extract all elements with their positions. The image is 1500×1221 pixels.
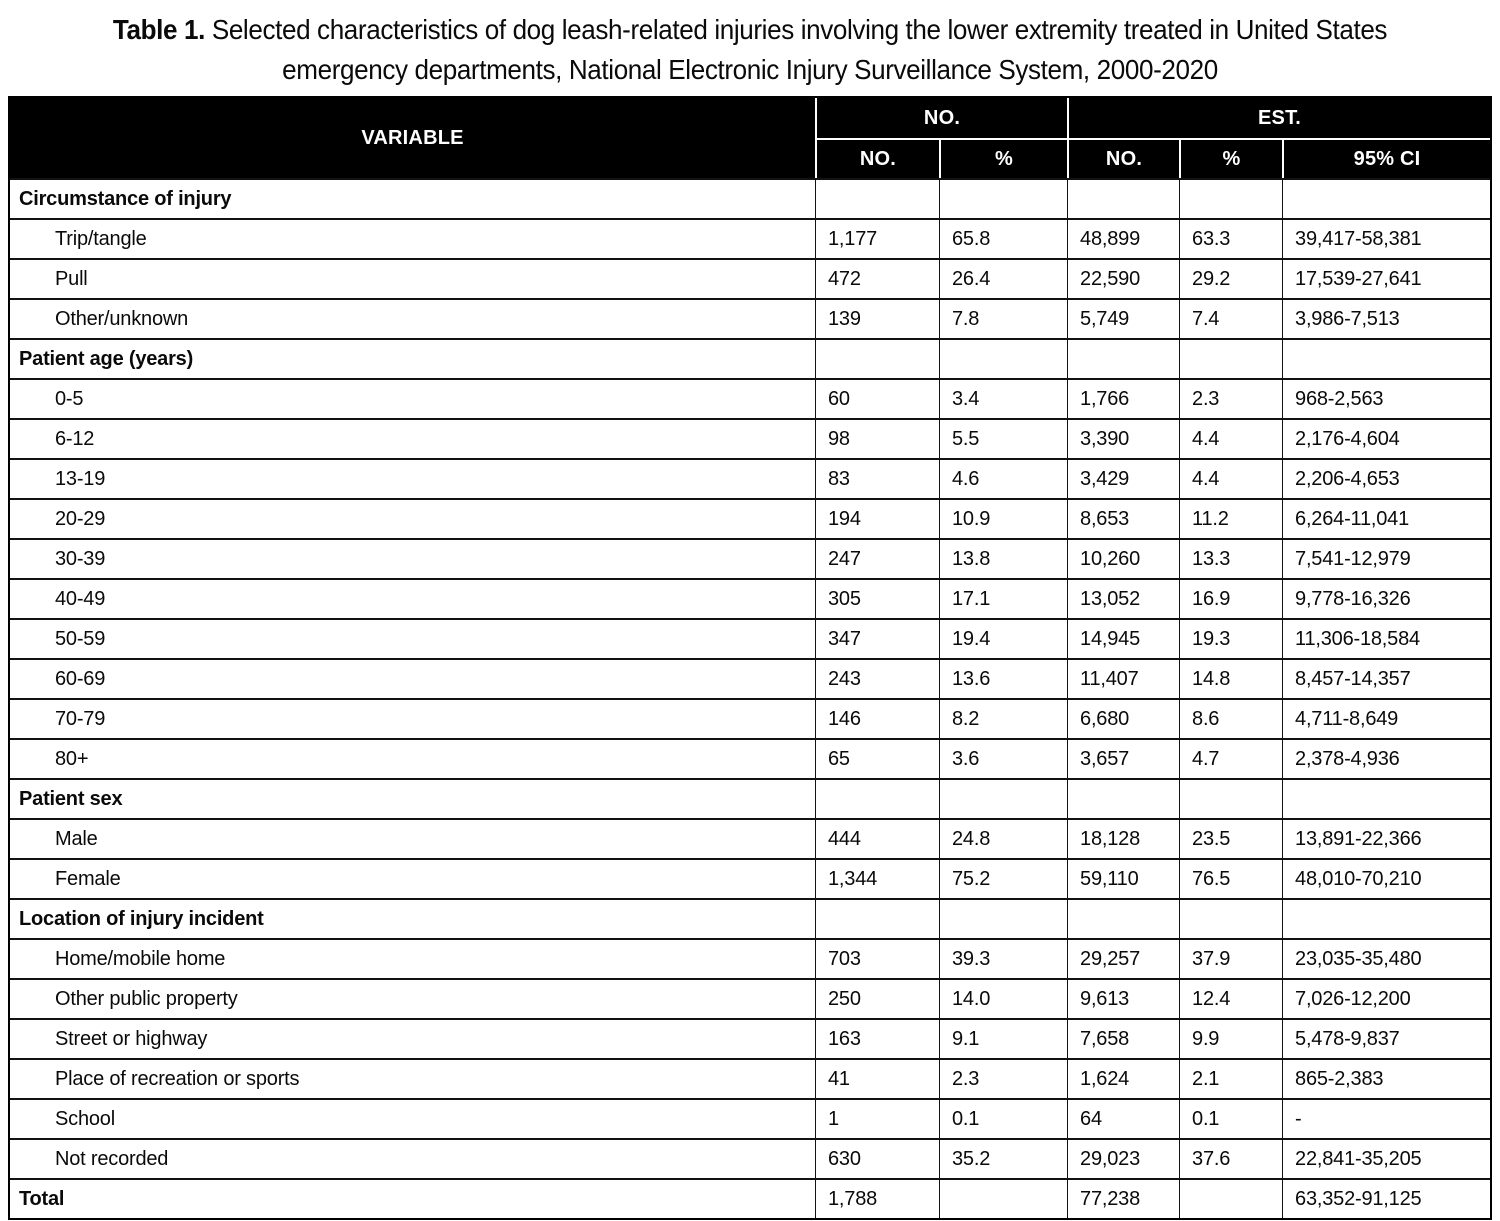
cell-est-no: 8,653 [1067,498,1179,538]
cell-est-no: 59,110 [1067,858,1179,898]
cell-variable: Other public property [10,978,815,1018]
cell-variable: 0-5 [10,378,815,418]
empty-cell [1179,898,1282,938]
cell-est-no: 9,613 [1067,978,1179,1018]
cell-95ci: 22,841-35,205 [1282,1138,1490,1178]
cell-est-no: 10,260 [1067,538,1179,578]
cell-pct: 75.2 [939,858,1067,898]
cell-pct: 5.5 [939,418,1067,458]
cell-est-pct: 13.3 [1179,538,1282,578]
empty-cell [815,898,939,938]
column-group-header-est: EST. [1067,98,1490,138]
column-header-variable: VARIABLE [10,98,815,178]
empty-cell [1067,178,1179,218]
cell-est-pct: 2.1 [1179,1058,1282,1098]
cell-est-pct: 2.3 [1179,378,1282,418]
cell-pct: 2.3 [939,1058,1067,1098]
cell-est-no: 6,680 [1067,698,1179,738]
cell-95ci: 17,539-27,641 [1282,258,1490,298]
cell-variable: 70-79 [10,698,815,738]
table-row [10,1018,1490,1058]
cell-no: 347 [815,618,939,658]
column-group-header-no: NO. [815,98,1067,138]
empty-cell [939,178,1067,218]
cell-est-pct: 19.3 [1179,618,1282,658]
column-header-pct: % [939,138,1067,178]
cell-95ci: 2,206-4,653 [1282,458,1490,498]
table-row [10,498,1490,538]
cell-est-pct: 14.8 [1179,658,1282,698]
cell-95ci: 865-2,383 [1282,1058,1490,1098]
cell-variable: Not recorded [10,1138,815,1178]
empty-cell [1282,778,1490,818]
empty-cell [815,778,939,818]
cell-est-pct: 12.4 [1179,978,1282,1018]
cell-est-no: 13,052 [1067,578,1179,618]
table-row [10,218,1490,258]
total-row [10,1178,1490,1218]
cell-est-no: 3,657 [1067,738,1179,778]
cell-variable: Home/mobile home [10,938,815,978]
table-row [10,538,1490,578]
cell-no: 1,788 [815,1178,939,1218]
cell-est-no: 3,390 [1067,418,1179,458]
table-row [10,1138,1490,1178]
cell-variable-total: Total [10,1178,815,1218]
column-header-95ci: 95% CI [1282,138,1490,178]
cell-est-no: 1,766 [1067,378,1179,418]
cell-no: 472 [815,258,939,298]
cell-no: 139 [815,298,939,338]
cell-est-no: 14,945 [1067,618,1179,658]
cell-variable: 20-29 [10,498,815,538]
cell-pct: 13.6 [939,658,1067,698]
cell-no: 41 [815,1058,939,1098]
cell-no: 1 [815,1098,939,1138]
cell-est-no: 29,257 [1067,938,1179,978]
cell-est-no: 64 [1067,1098,1179,1138]
cell-95ci: 8,457-14,357 [1282,658,1490,698]
cell-est-pct: 23.5 [1179,818,1282,858]
cell-pct: 3.6 [939,738,1067,778]
cell-est-pct: 11.2 [1179,498,1282,538]
cell-est-no: 7,658 [1067,1018,1179,1058]
cell-pct: 0.1 [939,1098,1067,1138]
cell-95ci: 13,891-22,366 [1282,818,1490,858]
cell-no: 98 [815,418,939,458]
table-row [10,618,1490,658]
cell-pct: 9.1 [939,1018,1067,1058]
column-header-no: NO. [815,138,939,178]
table-header [10,98,1490,178]
section-header-cell: Location of injury incident [10,898,815,938]
cell-est-pct: 0.1 [1179,1098,1282,1138]
empty-cell [1282,898,1490,938]
cell-est-no: 18,128 [1067,818,1179,858]
table-caption [8,10,1492,90]
table-row [10,858,1490,898]
cell-95ci: 23,035-35,480 [1282,938,1490,978]
cell-est-no: 1,624 [1067,1058,1179,1098]
cell-no: 247 [815,538,939,578]
cell-95ci: 7,541-12,979 [1282,538,1490,578]
cell-95ci: 48,010-70,210 [1282,858,1490,898]
table-row [10,1058,1490,1098]
section-row [10,178,1490,218]
cell-no: 444 [815,818,939,858]
cell-est-pct: 4.4 [1179,458,1282,498]
cell-pct: 39.3 [939,938,1067,978]
cell-pct: 24.8 [939,818,1067,858]
cell-95ci: 3,986-7,513 [1282,298,1490,338]
caption-text-line-2: emergency departments, National Electronic Injury Surveillance System, 2000-2020 [282,54,1218,85]
section-header-cell: Patient age (years) [10,338,815,378]
cell-pct: 13.8 [939,538,1067,578]
table-row [10,738,1490,778]
cell-95ci: 968-2,563 [1282,378,1490,418]
cell-no: 60 [815,378,939,418]
caption-text-line-1: Selected characteristics of dog leash-related injuries involving the lower extremity treated in United States [211,14,1388,45]
cell-est-pct: 4.4 [1179,418,1282,458]
empty-cell [939,338,1067,378]
cell-variable: Trip/tangle [10,218,815,258]
cell-variable: Street or highway [10,1018,815,1058]
empty-cell [1179,778,1282,818]
table-row [10,978,1490,1018]
empty-cell [815,338,939,378]
cell-no: 1,177 [815,218,939,258]
cell-variable: Female [10,858,815,898]
cell-est-pct: 4.7 [1179,738,1282,778]
cell-no: 163 [815,1018,939,1058]
table-row [10,378,1490,418]
table-row [10,418,1490,458]
cell-variable: School [10,1098,815,1138]
cell-est-no: 3,429 [1067,458,1179,498]
table-row [10,298,1490,338]
table-body [10,178,1490,1218]
table-row [10,258,1490,298]
cell-est-no: 77,238 [1067,1178,1179,1218]
cell-no: 250 [815,978,939,1018]
cell-95ci: 39,417-58,381 [1282,218,1490,258]
cell-no: 630 [815,1138,939,1178]
cell-pct: 17.1 [939,578,1067,618]
empty-cell [1067,898,1179,938]
cell-est-pct: 8.6 [1179,698,1282,738]
cell-no: 305 [815,578,939,618]
table-row [10,938,1490,978]
cell-no: 194 [815,498,939,538]
cell-pct: 4.6 [939,458,1067,498]
cell-variable: 50-59 [10,618,815,658]
cell-variable: Pull [10,258,815,298]
cell-pct [939,1178,1067,1218]
cell-95ci: 6,264-11,041 [1282,498,1490,538]
section-row [10,778,1490,818]
cell-est-no: 22,590 [1067,258,1179,298]
cell-pct: 10.9 [939,498,1067,538]
cell-variable: 60-69 [10,658,815,698]
cell-pct: 26.4 [939,258,1067,298]
section-header-cell: Patient sex [10,778,815,818]
cell-95ci: 11,306-18,584 [1282,618,1490,658]
cell-variable: Other/unknown [10,298,815,338]
column-header-est-no: NO. [1067,138,1179,178]
cell-est-pct: 37.6 [1179,1138,1282,1178]
cell-95ci: 2,176-4,604 [1282,418,1490,458]
cell-est-pct: 7.4 [1179,298,1282,338]
cell-est-pct: 63.3 [1179,218,1282,258]
cell-variable: 30-39 [10,538,815,578]
empty-cell [1282,178,1490,218]
cell-95ci: - [1282,1098,1490,1138]
cell-est-no: 5,749 [1067,298,1179,338]
cell-no: 65 [815,738,939,778]
empty-cell [939,778,1067,818]
cell-no: 1,344 [815,858,939,898]
cell-95ci: 7,026-12,200 [1282,978,1490,1018]
table-row [10,658,1490,698]
cell-variable: Male [10,818,815,858]
empty-cell [1067,338,1179,378]
cell-variable: 13-19 [10,458,815,498]
cell-no: 243 [815,658,939,698]
cell-variable: 80+ [10,738,815,778]
empty-cell [1067,778,1179,818]
caption-line-1 [60,10,1440,50]
empty-cell [815,178,939,218]
cell-no: 703 [815,938,939,978]
cell-pct: 7.8 [939,298,1067,338]
cell-variable: 40-49 [10,578,815,618]
table-row [10,818,1490,858]
cell-est-pct: 29.2 [1179,258,1282,298]
cell-est-no: 11,407 [1067,658,1179,698]
cell-no: 83 [815,458,939,498]
empty-cell [1282,338,1490,378]
cell-est-pct [1179,1178,1282,1218]
cell-variable: 6-12 [10,418,815,458]
cell-no: 146 [815,698,939,738]
cell-pct: 19.4 [939,618,1067,658]
cell-pct: 14.0 [939,978,1067,1018]
cell-95ci: 5,478-9,837 [1282,1018,1490,1058]
cell-pct: 65.8 [939,218,1067,258]
table-row [10,458,1490,498]
table-row [10,578,1490,618]
cell-est-pct: 9.9 [1179,1018,1282,1058]
empty-cell [1179,178,1282,218]
cell-pct: 8.2 [939,698,1067,738]
cell-pct: 3.4 [939,378,1067,418]
cell-95ci: 2,378-4,936 [1282,738,1490,778]
cell-95ci: 63,352-91,125 [1282,1178,1490,1218]
caption-table-number: Table 1. [112,14,205,45]
cell-95ci: 4,711-8,649 [1282,698,1490,738]
section-row [10,338,1490,378]
empty-cell [939,898,1067,938]
empty-cell [1179,338,1282,378]
cell-est-no: 29,023 [1067,1138,1179,1178]
column-header-est-pct: % [1179,138,1282,178]
data-table [8,96,1492,1220]
section-row [10,898,1490,938]
cell-variable: Place of recreation or sports [10,1058,815,1098]
table-row [10,698,1490,738]
cell-est-pct: 37.9 [1179,938,1282,978]
cell-est-pct: 76.5 [1179,858,1282,898]
cell-pct: 35.2 [939,1138,1067,1178]
cell-est-no: 48,899 [1067,218,1179,258]
cell-est-pct: 16.9 [1179,578,1282,618]
section-header-cell: Circumstance of injury [10,178,815,218]
cell-95ci: 9,778-16,326 [1282,578,1490,618]
table-row [10,1098,1490,1138]
header-group-row [10,98,1490,138]
